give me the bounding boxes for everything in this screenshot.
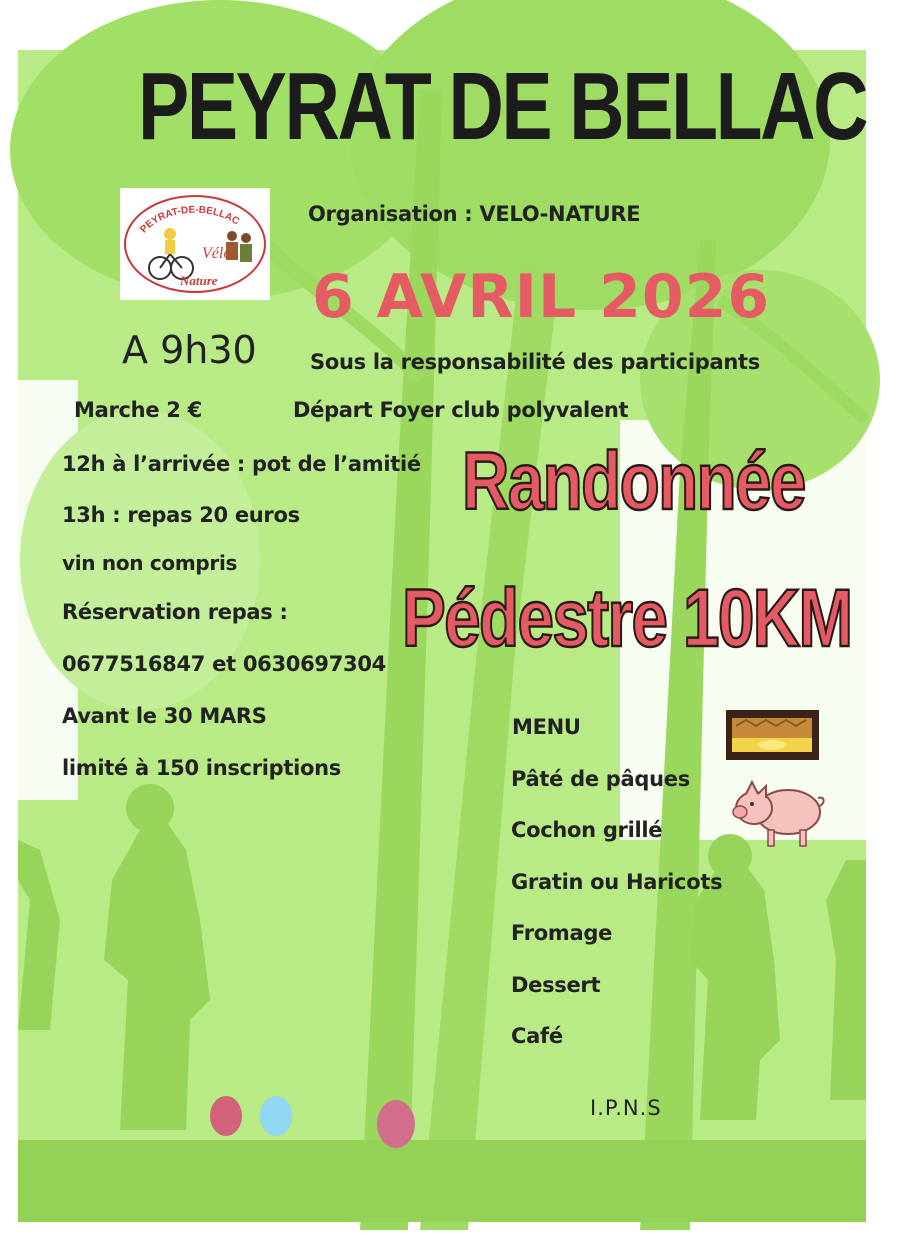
registration-limit: limité à 150 inscriptions	[62, 756, 341, 780]
logo-nature-text: Nature	[180, 273, 218, 288]
menu-item: Café	[511, 1024, 563, 1048]
pate-icon	[726, 710, 819, 760]
phone-numbers: 0677516847 et 0630697304	[62, 652, 386, 676]
easter-egg-icon	[210, 1096, 242, 1136]
logo-top-text: PEYRAT-DE-BELLAC	[138, 204, 242, 236]
menu-item: Pâté de pâques	[511, 767, 690, 791]
responsibility-notice: Sous la responsabilité des participants	[310, 350, 760, 374]
velo-nature-logo	[120, 188, 270, 300]
meal-info: 13h : repas 20 euros	[62, 503, 300, 527]
easter-egg-icon	[377, 1100, 415, 1148]
wine-info: vin non compris	[62, 551, 238, 575]
headline-pedestre: Pédestre 10KM	[402, 573, 852, 664]
event-date: 6 AVRIL 2026	[312, 262, 771, 332]
menu-item: Gratin ou Haricots	[511, 870, 723, 894]
reservation-deadline: Avant le 30 MARS	[62, 704, 267, 728]
menu-title: MENU	[512, 715, 581, 739]
footer-ipns: I.P.N.S	[590, 1096, 662, 1120]
reservation-label: Réservation repas :	[62, 600, 288, 624]
organisation-line: Organisation : VELO-NATURE	[308, 202, 641, 226]
headline-randonnee: Randonnée	[462, 436, 805, 527]
event-title: PEYRAT DE BELLAC	[138, 53, 867, 160]
menu-item: Dessert	[511, 973, 601, 997]
arrival-info: 12h à l’arrivée : pot de l’amitié	[62, 452, 421, 476]
departure-location: Départ Foyer club polyvalent	[293, 398, 629, 422]
pig-icon	[728, 772, 826, 852]
walk-price: Marche 2 €	[74, 398, 202, 422]
easter-egg-icon	[260, 1096, 292, 1136]
menu-item: Cochon grillé	[511, 818, 663, 842]
menu-item: Fromage	[511, 921, 613, 945]
start-time: A 9h30	[122, 328, 257, 372]
logo-velo-text: Vélo	[202, 245, 232, 262]
